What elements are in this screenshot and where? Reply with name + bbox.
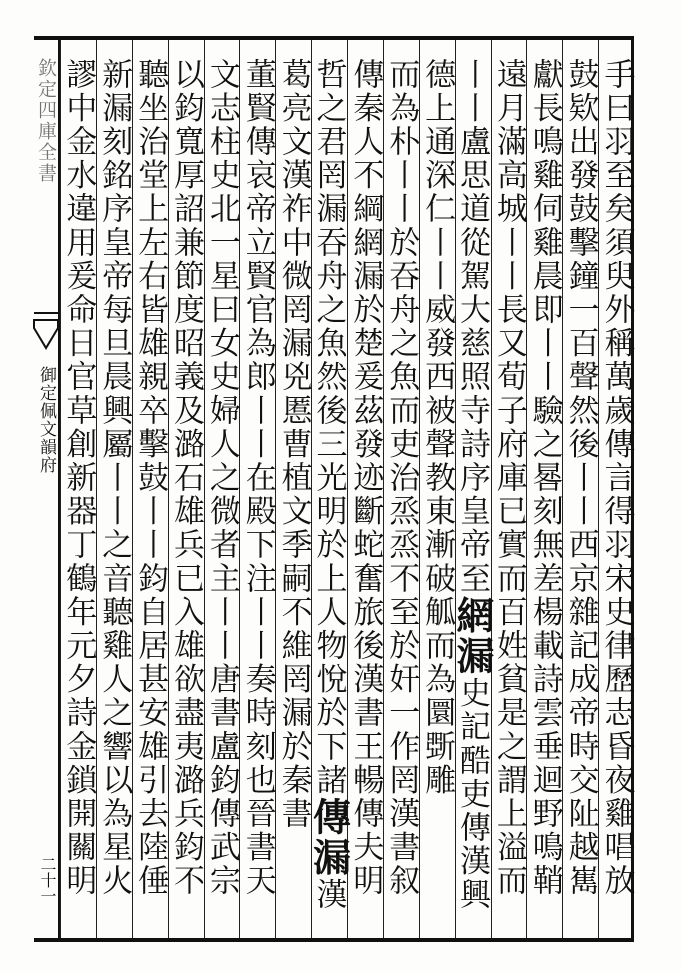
text-column: 謬中金水違用爰命日官草創新器丁鶴年元夕詩金鎖開關明 — [60, 58, 97, 898]
text-column: 新漏刻銘序皇帝每旦晨興屬丨丨之音聽雞人之響以為星火 — [96, 58, 133, 898]
fishtail-mark-icon — [34, 318, 58, 358]
text-column — [306, 58, 352, 934]
text-segment: 哲之君罔漏吞舟之魚然後三光明於上人物悅於下諸 — [310, 58, 347, 798]
headword: 網漏 — [450, 595, 495, 677]
text-segment: 德上通深仁丨丨威發西被聲教東漸 — [419, 58, 456, 562]
column-rule — [383, 40, 384, 938]
text-segment: 漢 — [310, 878, 347, 913]
margin-rule-top — [34, 312, 58, 314]
text-segment: 丨丨盧思道從駕大慈照寺詩序皇帝至 — [454, 58, 490, 596]
text-column: 聽坐治堂上左右皆雄親卒擊鼓丨丨鈞自居甚安雄引去陸倕 — [132, 58, 169, 898]
text-segment: 葛亮文漢祚中微罔漏兇慝曹植文季嗣不維罔漏於秦 — [275, 58, 312, 798]
text-segment: 破觚而為圜斲雕 — [419, 562, 456, 798]
text-columns — [60, 40, 634, 938]
text-column — [419, 58, 454, 934]
margin-top-text: 欽定四庫全書 — [35, 58, 57, 184]
headword: 傳漏 — [306, 797, 352, 879]
margin-book-title: 御定佩文韻府 — [36, 366, 56, 474]
text-column: 董賢傳哀帝立賢官為郎丨丨在殿下注丨丨奏時刻也晉書天 — [239, 58, 276, 898]
text-column — [450, 58, 495, 934]
text-segment: 書 — [275, 797, 312, 831]
text-segment: 史記酷吏傳漢興 — [454, 676, 490, 913]
margin-page-number: 二十一 — [38, 856, 57, 904]
text-column: 鼓欵出發鼓擊鐘一百聲然後丨丨西京雜記成帝時交阯越嶲 — [562, 58, 599, 898]
text-column: 而為朴丨丨於吞舟之魚而吏治烝烝不至於奸一作罔漢書叙 — [383, 58, 420, 898]
text-column: 以鈞寬厚詔兼節度昭義及潞石雄兵已入雄欲盡夷潞兵鈞不 — [168, 58, 204, 898]
column-rule — [491, 40, 492, 938]
text-column: 文志柱史北一星曰女史婦人之微者主丨丨唐書盧鈞傳武宗 — [203, 58, 240, 898]
column-rule — [60, 40, 61, 938]
text-column: 手曰羽至矣須臾外稱萬歲傳言得羽宋史律歷志昏夜雞唱放 — [598, 58, 635, 898]
margin-strip — [34, 36, 60, 942]
text-column: 獻長鳴雞伺雞晨即丨丨驗之晷刻無差楊載詩雲垂迴野鳴鞘 — [526, 58, 563, 898]
text-column: 遠月滿高城丨丨長又荀子府庫已實而百姓貧是之謂上溢而 — [490, 58, 527, 898]
text-column: 傳秦人不綱網漏於楚爰茲發迹斷蛇奮旅後漢書王暢傳夫明 — [347, 58, 384, 898]
column-rule — [96, 40, 97, 938]
text-column — [276, 58, 311, 934]
